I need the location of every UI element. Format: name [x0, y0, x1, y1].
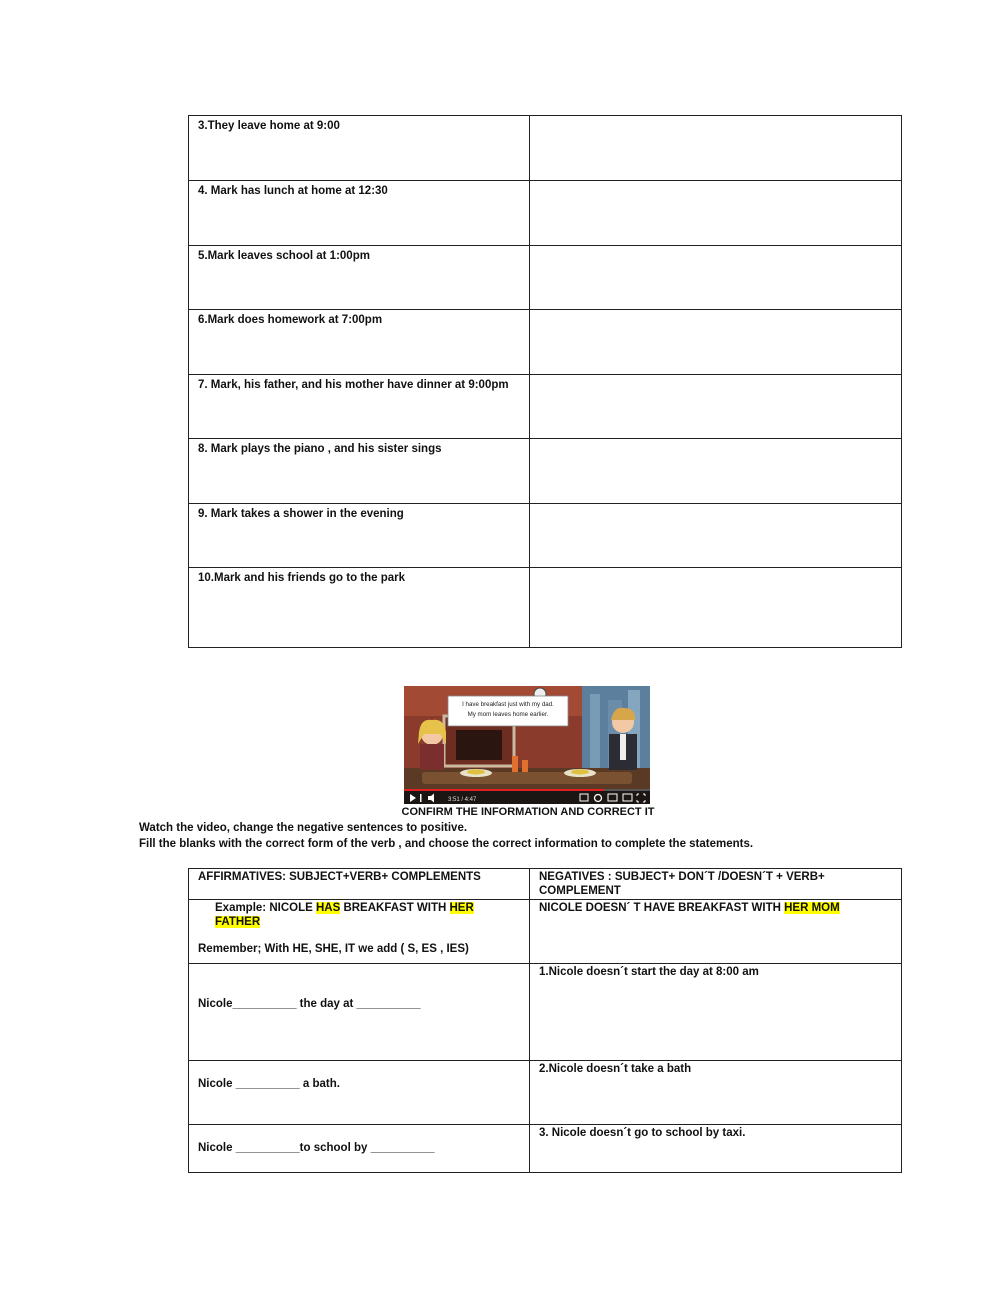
statement-text: 6.Mark does homework at 7:00pm	[198, 314, 383, 326]
statement-cell	[189, 116, 530, 181]
affirmative-fill-text[interactable]: Nicole __________to school by __________	[198, 1142, 435, 1154]
answer-cell[interactable]	[530, 375, 902, 439]
affirmative-fill-cell[interactable]	[189, 964, 530, 1061]
speech-bubble-line2: My mom leaves home earlier.	[467, 711, 549, 718]
affirmative-fill-cell[interactable]	[189, 1125, 530, 1173]
affirmative-fill-cell[interactable]	[189, 1061, 530, 1125]
statement-text: 9. Mark takes a shower in the evening	[198, 508, 404, 520]
header-negatives	[530, 869, 902, 900]
example-negative	[530, 900, 901, 918]
instruction-line-1: Watch the video, change the negative sentences to positive.	[139, 822, 468, 834]
affirmative-fill-text[interactable]: Nicole __________ a bath.	[198, 1078, 340, 1090]
video-time: 3:51 / 4:47	[448, 797, 477, 803]
example-negative-cell	[530, 900, 902, 964]
negative-cell	[530, 1061, 902, 1125]
speech-bubble-line1: I have breakfast just with my dad.	[462, 701, 554, 708]
example-text: Example: NICOLE	[215, 902, 316, 914]
statement-cell	[189, 310, 530, 375]
header-affirmatives-text: AFFIRMATIVES: SUBJECT+VERB+ COMPLEMENTS	[198, 871, 481, 883]
example-negative-highlight: HER MOM	[784, 902, 840, 914]
negative-text: 3. Nicole doesn´t go to school by taxi.	[539, 1127, 746, 1139]
statement-cell	[189, 568, 530, 648]
statement-text: 7. Mark, his father, and his mother have dinner at 9:00pm	[198, 379, 509, 391]
example-affirmative-cell	[189, 900, 530, 964]
example-negative-text: NICOLE DOESN´ T HAVE BREAKFAST WITH	[539, 902, 785, 914]
nicole-affirmative-negative-table	[188, 868, 902, 1173]
answer-cell[interactable]	[530, 181, 902, 246]
video-scene-illustration	[404, 686, 650, 804]
example-highlight-verb: HAS	[315, 902, 341, 914]
statement-cell	[189, 375, 530, 439]
negative-text: 2.Nicole doesn´t take a bath	[539, 1063, 692, 1075]
remember-note: Remember; With HE, SHE, IT we add ( S, ES , IES)	[198, 943, 469, 955]
statement-text: 3.They leave home at 9:00	[198, 120, 340, 132]
statement-cell	[189, 181, 530, 246]
statement-text: 5.Mark leaves school at 1:00pm	[198, 250, 370, 262]
instruction-line-2: Fill the blanks with the correct form of the verb , and choose the correct information to complete the statements.	[139, 838, 754, 850]
statement-text: 4. Mark has lunch at home at 12:30	[198, 185, 388, 197]
answer-cell[interactable]	[530, 439, 902, 504]
affirmative-fill-text[interactable]: Nicole__________ the day at __________	[198, 998, 421, 1010]
statement-text: 8. Mark plays the piano , and his sister sings	[198, 443, 442, 455]
example-highlight-complement: HER FATHER	[215, 902, 474, 928]
answer-cell[interactable]	[530, 310, 902, 375]
negative-cell	[530, 1125, 902, 1173]
answer-cell[interactable]	[530, 504, 902, 568]
example-affirmative	[189, 900, 529, 932]
example-text: BREAKFAST WITH	[340, 902, 450, 914]
video-thumbnail[interactable]	[404, 686, 650, 804]
statement-cell	[189, 504, 530, 568]
next-icon[interactable]	[420, 794, 422, 802]
statement-cell	[189, 439, 530, 504]
answer-cell[interactable]	[530, 116, 902, 181]
header-negatives-text: NEGATIVES : SUBJECT+ DON´T /DOESN´T + VERB+ COMPLEMENT	[539, 871, 825, 897]
negative-cell	[530, 964, 902, 1061]
header-affirmatives	[189, 869, 530, 900]
video-caption: CONFIRM THE INFORMATION AND CORRECT IT	[401, 806, 655, 818]
statement-text: 10.Mark and his friends go to the park	[198, 572, 406, 584]
statement-cell	[189, 246, 530, 310]
negative-text: 1.Nicole doesn´t start the day at 8:00 am	[539, 966, 759, 978]
answer-cell[interactable]	[530, 246, 902, 310]
answer-cell[interactable]	[530, 568, 902, 648]
mark-statements-table	[188, 115, 902, 648]
